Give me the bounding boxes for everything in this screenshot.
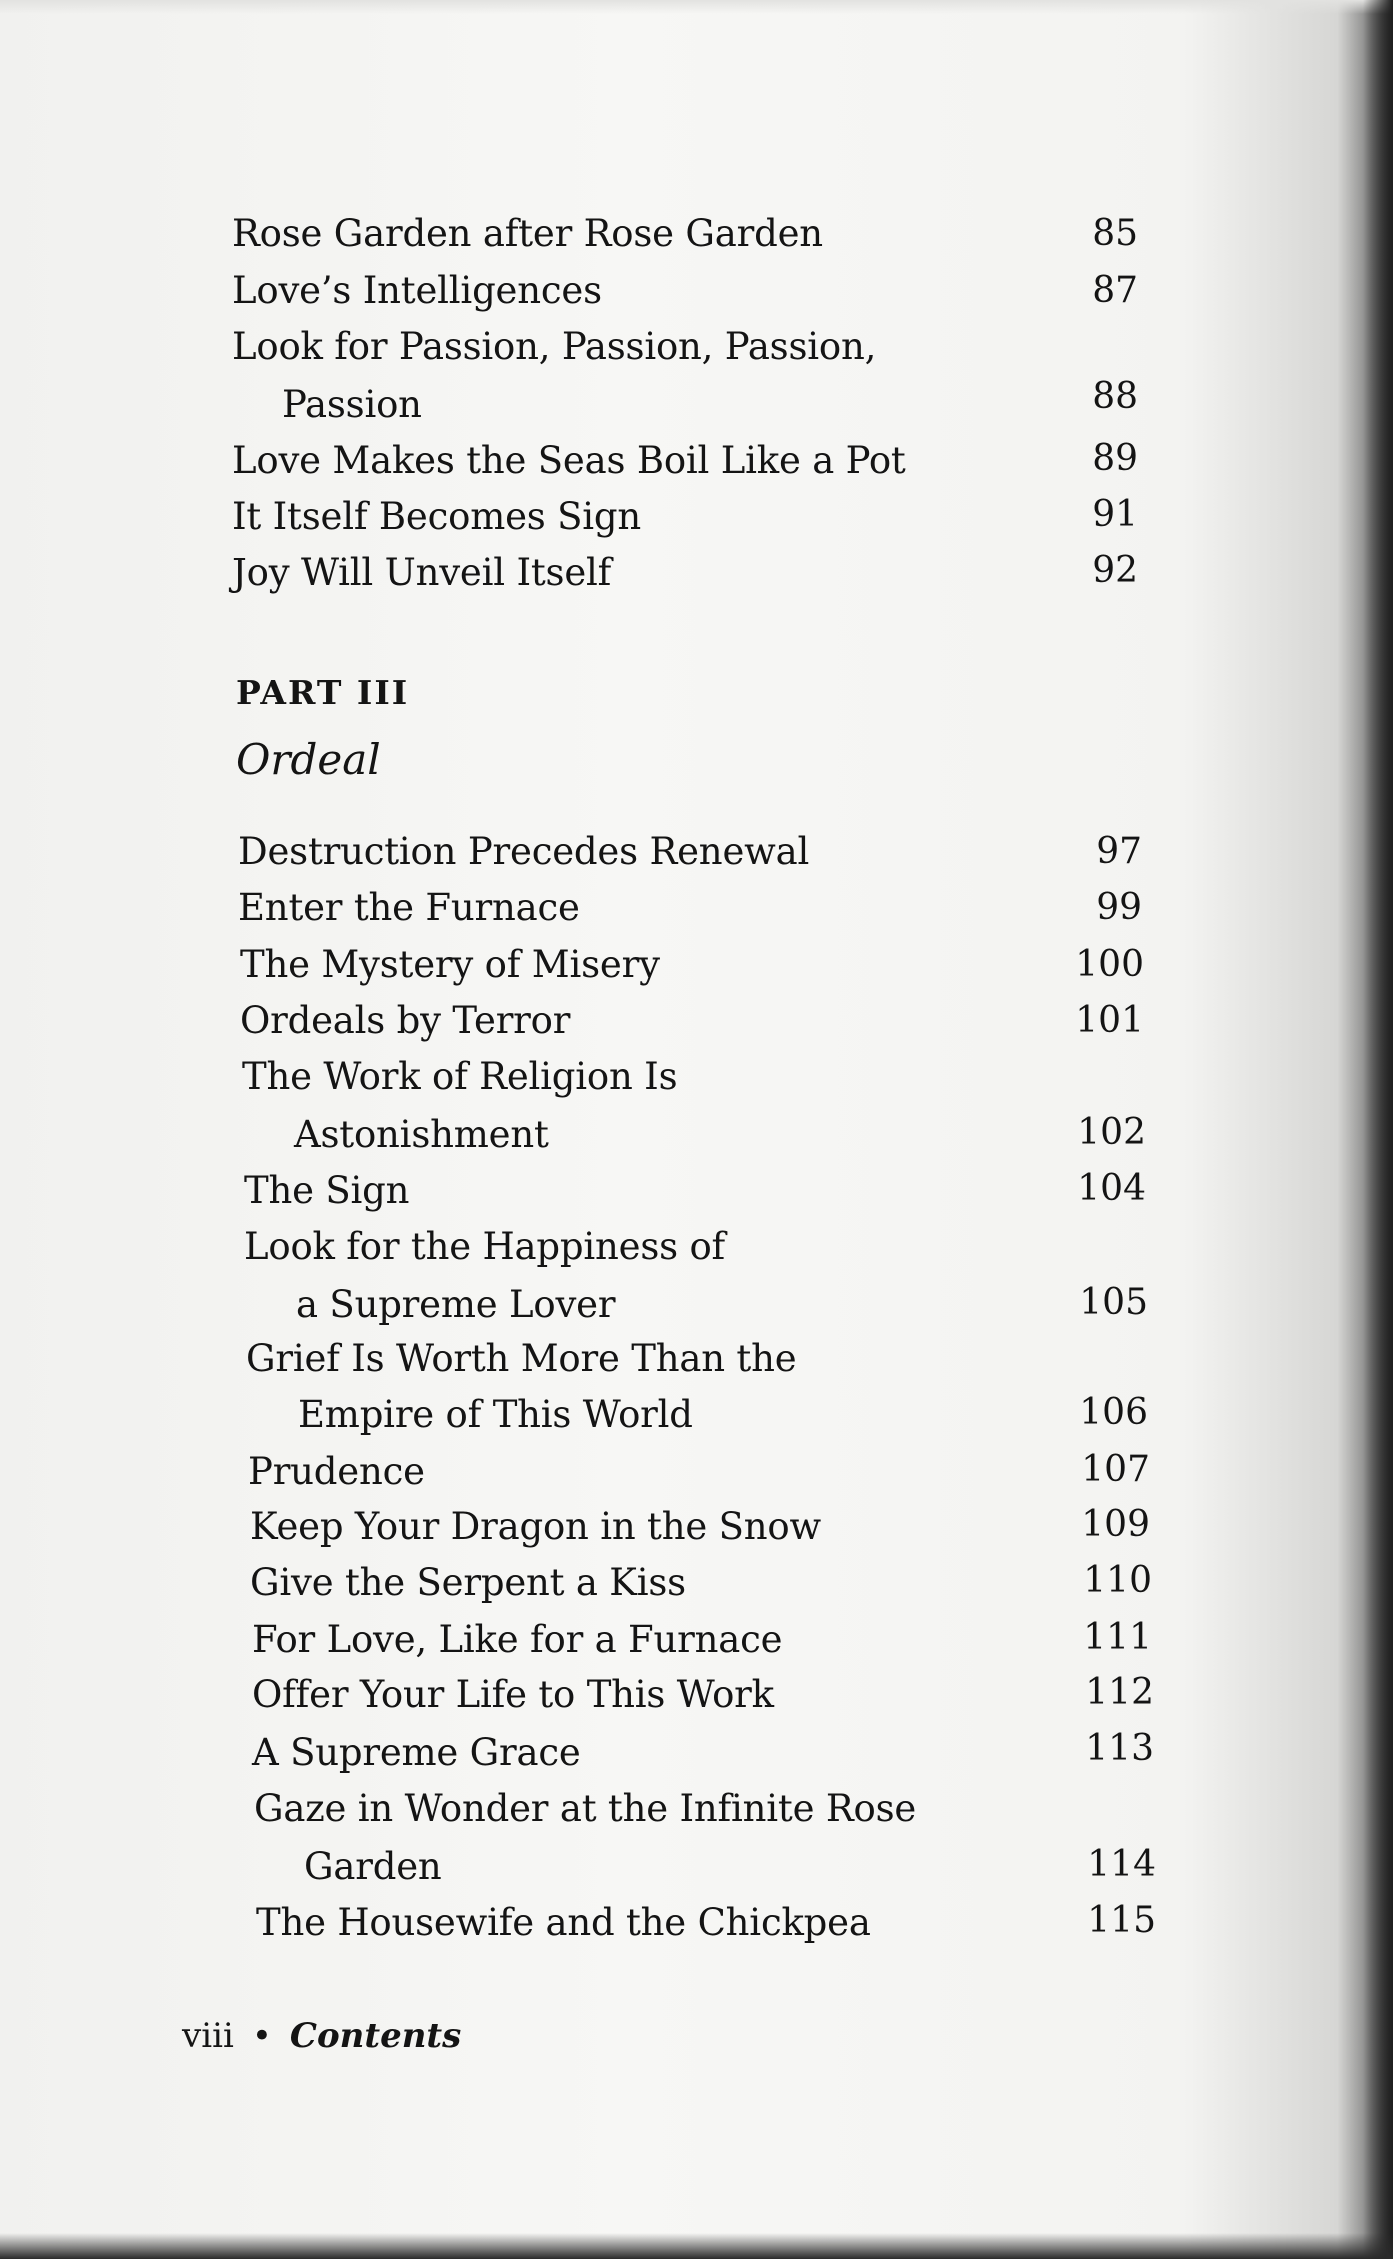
toc-entry-page: 102: [1077, 1112, 1146, 1153]
toc-entry-page: 106: [1079, 1392, 1148, 1433]
toc-entry-title: Destruction Precedes Renewal: [238, 830, 810, 873]
toc-entry-title: Look for Passion, Passion, Passion,: [232, 325, 877, 368]
toc-entry-title: Gaze in Wonder at the Infinite Rose: [254, 1787, 917, 1830]
toc-entry-title: The Mystery of Misery: [240, 943, 660, 986]
toc-entry-page: 99: [1096, 887, 1142, 928]
toc-entry-page: 105: [1079, 1282, 1148, 1323]
toc-entry-title: The Sign: [244, 1169, 410, 1212]
toc-entry-title: Enter the Furnace: [238, 886, 580, 929]
toc-entry-title: Love Makes the Seas Boil Like a Pot: [232, 439, 906, 482]
toc-entry-page: 115: [1087, 1900, 1156, 1941]
toc-entry-title: A Supreme Grace: [252, 1731, 581, 1774]
running-title: Contents: [289, 2016, 462, 2056]
toc-entry-title-continuation: Passion: [282, 383, 422, 426]
toc-entry-title-continuation: Garden: [304, 1845, 442, 1888]
toc-entry-title: Look for the Happiness of: [244, 1225, 726, 1268]
running-footer: [182, 2016, 461, 2056]
toc-entry-title: Rose Garden after Rose Garden: [232, 212, 823, 255]
footer-separator: •: [251, 2016, 272, 2056]
toc-entry-page: 111: [1083, 1617, 1152, 1658]
toc-entry-title: Grief Is Worth More Than the: [246, 1337, 797, 1380]
toc-entry-page: 92: [1092, 550, 1138, 591]
toc-entry-page: 85: [1092, 213, 1138, 254]
folio-page-number: viii: [182, 2016, 234, 2056]
toc-entry-title: It Itself Becomes Sign: [232, 495, 642, 538]
toc-entry-title: Joy Will Unveil Itself: [232, 551, 612, 594]
toc-entry-page: 88: [1092, 376, 1138, 417]
toc-entry-title: The Housewife and the Chickpea: [256, 1901, 871, 1944]
toc-entry-title: Prudence: [248, 1450, 425, 1493]
toc-entry-title: The Work of Religion Is: [242, 1055, 678, 1098]
toc-entry-title-continuation: a Supreme Lover: [296, 1283, 616, 1326]
toc-entry-page: 114: [1087, 1844, 1156, 1885]
toc-entry-title-continuation: Astonishment: [294, 1113, 549, 1156]
toc-entry-page: 100: [1075, 944, 1144, 985]
toc-entry-page: 113: [1085, 1728, 1154, 1769]
toc-entry-page: 87: [1092, 270, 1138, 311]
toc-entry-title: Offer Your Life to This Work: [252, 1673, 774, 1716]
toc-entry-page: 112: [1085, 1672, 1154, 1713]
toc-entry-page: 104: [1077, 1168, 1146, 1209]
toc-entry-title-continuation: Empire of This World: [298, 1393, 693, 1436]
toc-entry-title: For Love, Like for a Furnace: [252, 1618, 783, 1661]
part-label: PART III: [236, 673, 410, 712]
toc-entry-page: 110: [1083, 1560, 1152, 1601]
toc-entry-page: 97: [1096, 831, 1142, 872]
toc-entry-title: Love’s Intelligences: [232, 269, 602, 312]
toc-entry-page: 89: [1092, 438, 1138, 479]
toc-entry-title: Give the Serpent a Kiss: [250, 1561, 686, 1604]
toc-entry-title: Keep Your Dragon in the Snow: [250, 1505, 821, 1548]
toc-entry-page: 101: [1075, 1000, 1144, 1041]
toc-entry-page: 107: [1081, 1449, 1150, 1490]
toc-entry-page: 109: [1081, 1504, 1150, 1545]
toc-entry-page: 91: [1092, 494, 1138, 535]
toc-entry-title: Ordeals by Terror: [240, 999, 571, 1042]
part-title: Ordeal: [236, 735, 381, 784]
